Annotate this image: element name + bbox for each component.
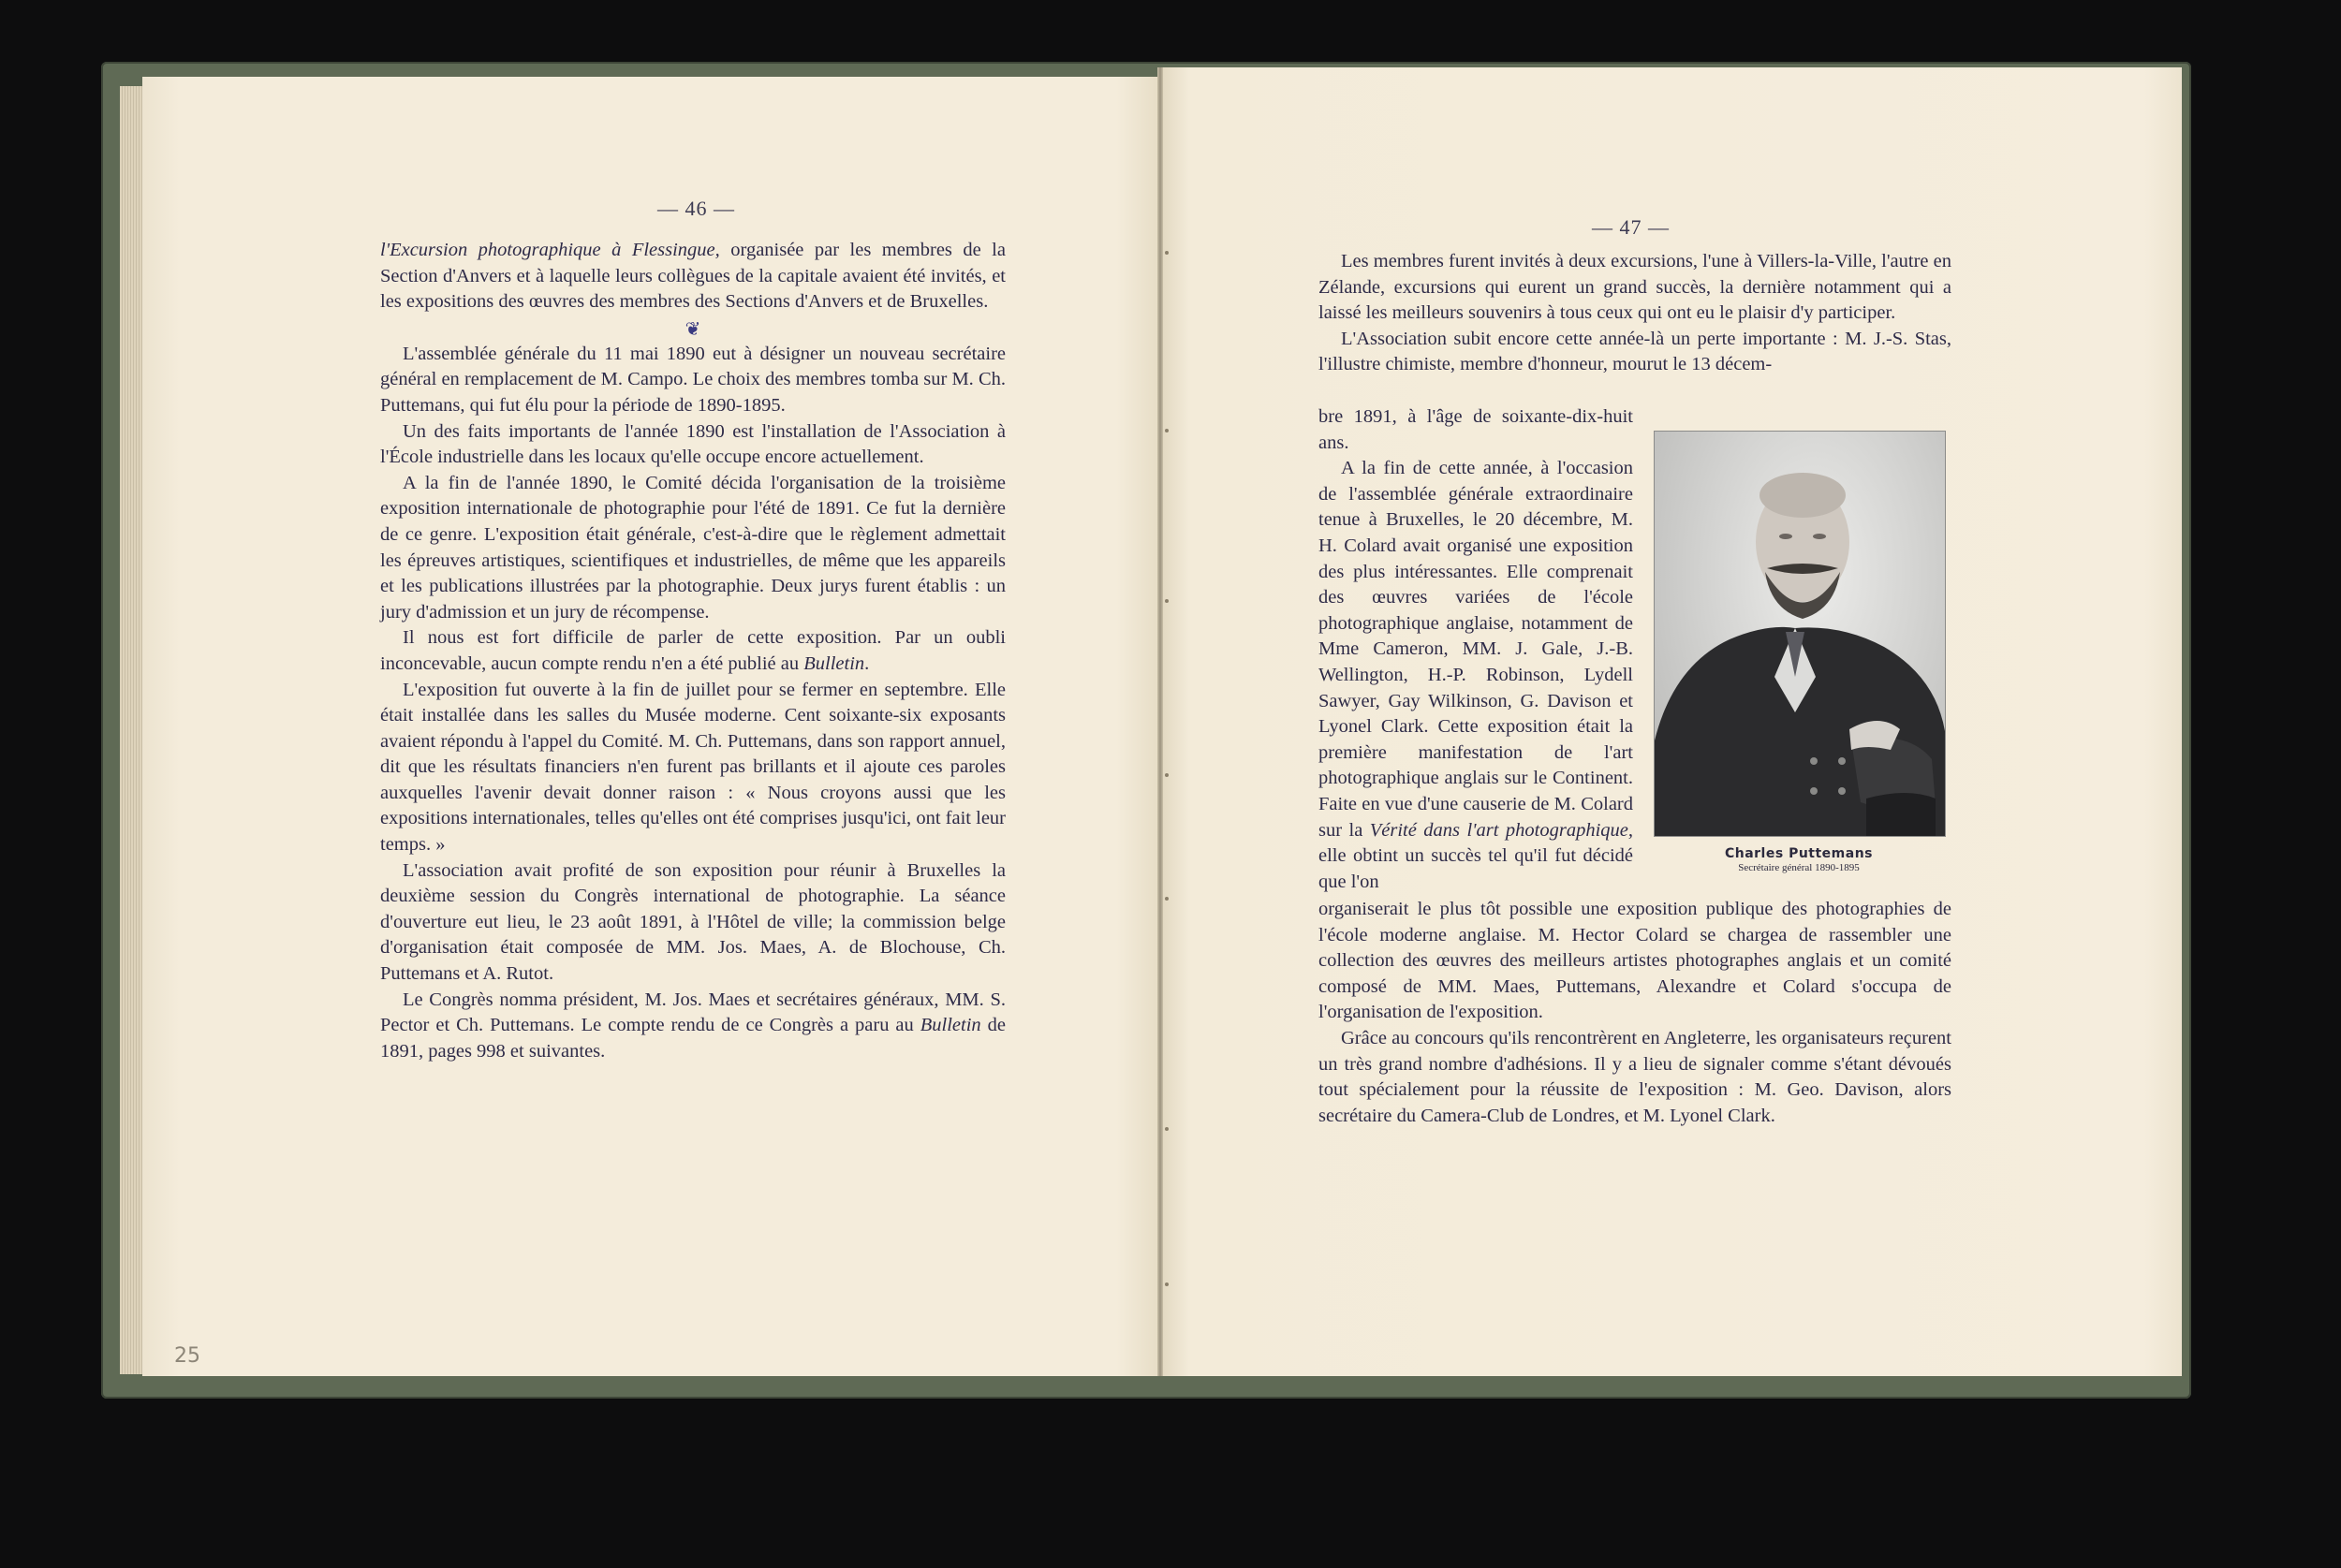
right-page-body-wrap bbox=[1318, 404, 1633, 895]
paragraph: L'association avait profité de son exposition pour réunir à Bruxelles la deuxième session du Congrès international de photographie. La séance d'ouverture eut lieu, le 23 août 1891, à l'Hôtel de ville; la commission belge d'organisation était composée de MM. Jos. Maes, A. de Blochouse, Ch. Puttemans et A. Rutot. bbox=[380, 859, 1006, 985]
photo-caption-title: Secrétaire général 1890-1895 bbox=[1738, 862, 1860, 873]
fleuron-ornament-icon: ❦ bbox=[685, 318, 701, 340]
binding-stitch bbox=[1165, 1127, 1169, 1131]
page-number-right: — 47 — bbox=[1592, 215, 1670, 239]
right-page-body-top bbox=[1318, 249, 1951, 378]
paragraph: bre 1891, à l'âge de soixante-dix-huit ans. bbox=[1318, 406, 1633, 453]
photo-caption-name: Charles Puttemans bbox=[1724, 846, 1874, 861]
paragraph: L'Association subit encore cette année-là un perte importante : M. J.-S. Stas, l'illustre chimiste, membre d'honneur, mourut le 13 décem- bbox=[1318, 328, 1951, 375]
paragraph: Un des faits importants de l'année 1890 est l'installation de l'Association à l'École industrielle dans les locaux qu'elle occupe encore actuellement. bbox=[380, 420, 1006, 468]
binding-stitch bbox=[1165, 1282, 1169, 1286]
page-number-left: — 46 — bbox=[657, 197, 735, 220]
paragraph: A la fin de l'année 1890, le Comité décida l'organisation de la troisième exposition internationale de photographie pour l'été de 1891. Ce fut la dernière de ce genre. L'exposition était générale, c'est-à-dire que le règlement admettait les épreuves artistiques, scientifiques et industrielles, de même que les appareils et les publications illustrées par la photographie. Deux jurys furent établis : un jury d'admission et un jury de récompense. bbox=[380, 472, 1006, 623]
paragraph: organiserait le plus tôt possible une exposition publique des photographies de l'école moderne anglaise. M. Hector Colard se chargea de rassembler une collection des œuvres des meilleurs artistes photographes anglais et un comité composé de MM. Maes, Puttemans, Alexandre et Colard s'occupa de l'organisation de l'exposition. bbox=[1318, 899, 1951, 1023]
paragraph: A la fin de cette année, à l'occasion de l'assemblée générale extraordinaire tenue à Bruxelles, le 20 décembre, M. H. Colard avait organisé une exposition des plus intéressantes. Elle comprenait des œuvres variées de l'école photographique anglaise, notamment de Mme Cameron, MM. J. Gale, J.-B. Wellington, H.-P. Robinson, Lydell Sawyer, Gay Wilkinson, G. Davison et Lyonel Clark. Cette exposition était la première manifestation de l'art photographique anglais sur le Continent. Faite en vue d'une causerie de M. Colard sur la Vérité dans l'art photographique, elle obtint un succès tel qu'il fut décidé que l'on bbox=[1318, 458, 1633, 892]
left-page-body bbox=[380, 238, 1006, 1064]
portrait-photograph bbox=[1654, 431, 1946, 837]
paragraph: L'exposition fut ouverte à la fin de juillet pour se fermer en septembre. Elle était installée dans les salles du Musée moderne. Cent soixante-six exposants avaient répondu à l'appel du Comité. M. Ch. Puttemans, dans son rapport annuel, dit que les résultats financiers n'en furent pas brillants et il ajoute ces paroles auxquelles l'avenir devait donner raison : « Nous croyons aussi que les expositions internationales, telles qu'elles ont été comprises jusqu'ici, ont fait leur temps. » bbox=[380, 679, 1006, 856]
book-gutter bbox=[1157, 67, 1163, 1376]
paragraph: l'Excursion photographique à Flessingue, organisée par les membres de la Section d'Anvers et à laquelle leurs collègues de la capitale avaient été invités, et les expositions des œuvres des membres des Sections d'Anvers et de Bruxelles. bbox=[380, 240, 1006, 313]
paragraph: Grâce au concours qu'ils rencontrèrent en Angleterre, les organisateurs reçurent un très grand nombre d'adhésions. Il y a lieu de signaler comme s'étant dévoués tout spécialement pour la réussite de l'exposition : M. Geo. Davison, alors secrétaire du Camera-Club de Londres, et M. Lyonel Clark. bbox=[1318, 1027, 1951, 1126]
binding-stitch bbox=[1165, 251, 1169, 255]
binding-stitch bbox=[1165, 897, 1169, 901]
binding-stitch bbox=[1165, 429, 1169, 432]
paragraph: Le Congrès nomma président, M. Jos. Maes et secrétaires généraux, MM. S. Pector et Ch. Puttemans. Le compte rendu de ce Congrès a paru au Bulletin de 1891, pages 998 et suivantes. bbox=[380, 989, 1006, 1062]
binding-stitch bbox=[1165, 773, 1169, 777]
italic-text: l'Excursion photographique à Flessingue, bbox=[380, 240, 720, 260]
paragraph: L'assemblée générale du 11 mai 1890 eut à désigner un nouveau secrétaire général en remplacement de M. Campo. Le choix des membres tomba sur M. Ch. Puttemans, qui fut élu pour la période de 1890-1895. bbox=[380, 343, 1006, 416]
binding-stitch bbox=[1165, 599, 1169, 603]
paragraph: Il nous est fort difficile de parler de cette exposition. Par un oubli inconcevable, aucun compte rendu n'en a été publié au Bulletin. bbox=[380, 627, 1006, 674]
paragraph: Les membres furent invités à deux excursions, l'une à Villers-la-Ville, l'autre en Zélande, excursions qui eurent un grand succès, la dernière notamment qui a laissé les meilleurs souvenirs à tous ceux qui ont eu le plaisir d'y participer. bbox=[1318, 251, 1951, 324]
pencil-page-mark: 25 bbox=[174, 1344, 200, 1368]
page-edges bbox=[120, 86, 144, 1374]
right-page-body-bottom bbox=[1318, 897, 1951, 1129]
